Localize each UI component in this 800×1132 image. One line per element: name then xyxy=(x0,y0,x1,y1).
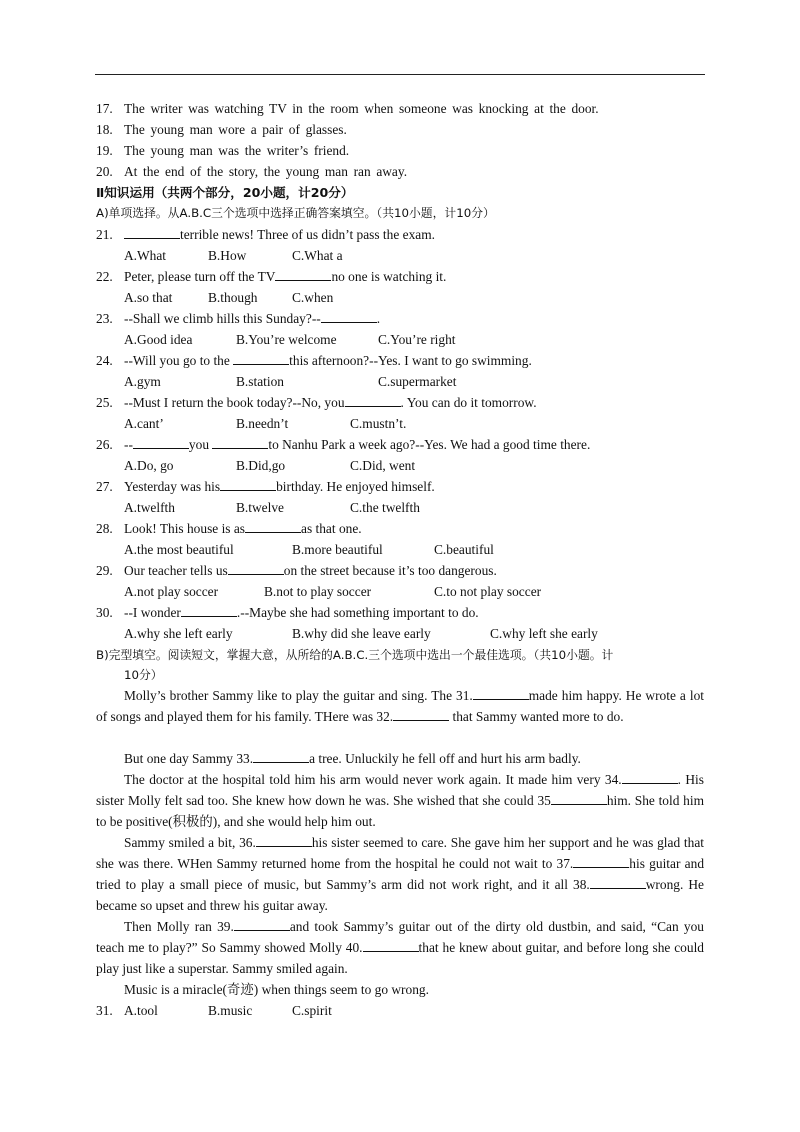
q19-text: The young man was the writer’s friend. xyxy=(124,143,350,158)
option-c[interactable]: C.the twelfth xyxy=(350,500,420,515)
answer-blank[interactable] xyxy=(551,792,607,805)
option-c[interactable]: C.why left she early xyxy=(490,626,598,641)
q30-number: 30. xyxy=(96,605,113,620)
option-a[interactable]: A.twelfth xyxy=(124,500,175,515)
answer-blank[interactable] xyxy=(363,939,419,952)
q25-stem: --Must I return the book today?--No, you . You can do it tomorrow. xyxy=(124,395,537,410)
option-b[interactable]: B.You’re welcome xyxy=(236,332,337,347)
passage-paragraph-2: But one day Sammy 33. a tree. Unluckily he fell off and hurt his arm badly. xyxy=(124,751,581,766)
answer-blank[interactable] xyxy=(393,708,449,721)
option-c[interactable]: C.beautiful xyxy=(434,542,494,557)
passage-paragraph-3: The doctor at the hospital told him his arm would never work again. It made him very 34. . His sister Molly felt sad too. She knew how down he was. She wished that she could 35 him. She told him to be positive(积极的), and she would help him out. xyxy=(96,772,704,829)
answer-blank[interactable] xyxy=(233,352,289,365)
q31-number: 31. xyxy=(96,1003,113,1018)
option-a[interactable]: A.Good idea xyxy=(124,332,193,347)
answer-blank[interactable] xyxy=(220,478,276,491)
answer-blank[interactable] xyxy=(473,687,529,700)
q18-text: The young man wore a pair of glasses. xyxy=(124,122,347,137)
answer-blank[interactable] xyxy=(622,771,678,784)
option-c[interactable]: C.spirit xyxy=(292,1003,332,1018)
q28-stem: Look! This house is as as that one. xyxy=(124,521,362,536)
q19-number: 19. xyxy=(96,143,113,158)
answer-blank[interactable] xyxy=(321,310,377,323)
option-b[interactable]: B.music xyxy=(208,1003,253,1018)
q26-stem: -- you to Nanhu Park a week ago?--Yes. We had a good time there. xyxy=(124,437,591,452)
q18-number: 18. xyxy=(96,122,113,137)
q23-number: 23. xyxy=(96,311,113,326)
option-b[interactable]: B.twelve xyxy=(236,500,284,515)
q20-number: 20. xyxy=(96,164,113,179)
q24-stem: --Will you go to the this afternoon?--Yes. I want to go swimming. xyxy=(124,353,532,368)
q25-number: 25. xyxy=(96,395,113,410)
option-c[interactable]: C.You’re right xyxy=(378,332,456,347)
answer-blank[interactable] xyxy=(345,394,401,407)
section-2-title: Ⅱ知识运用（共两个部分，20小题，计20分） xyxy=(96,185,354,200)
option-a[interactable]: A.not play soccer xyxy=(124,584,219,599)
option-c[interactable]: C.Did, went xyxy=(350,458,416,473)
option-b[interactable]: B.Did,go xyxy=(236,458,286,473)
header-rule xyxy=(95,74,705,75)
answer-blank[interactable] xyxy=(253,750,309,763)
q17-number: 17. xyxy=(96,101,113,116)
option-c[interactable]: C.to not play soccer xyxy=(434,584,542,599)
q29-stem: Our teacher tells us on the street because it’s too dangerous. xyxy=(124,563,497,578)
answer-blank[interactable] xyxy=(133,436,189,449)
option-b[interactable]: B.How xyxy=(208,248,247,263)
q22-stem: Peter, please turn off the TV no one is watching it. xyxy=(124,269,447,284)
q30-stem: --I wonder .--Maybe she had something important to do. xyxy=(124,605,479,620)
passage-paragraph-6: Music is a miracle(奇迹) when things seem to go wrong. xyxy=(124,982,429,997)
answer-blank[interactable] xyxy=(245,520,301,533)
answer-blank[interactable] xyxy=(234,918,290,931)
option-b[interactable]: B.not to play soccer xyxy=(264,584,372,599)
part-b-title-cont: 10分） xyxy=(124,668,163,682)
option-c[interactable]: C.mustn’t. xyxy=(350,416,407,431)
option-b[interactable]: B.why did she leave early xyxy=(292,626,431,641)
q17-text: The writer was watching TV in the room when someone was knocking at the door. xyxy=(124,101,599,116)
answer-blank[interactable] xyxy=(228,562,284,575)
option-c[interactable]: C.What a xyxy=(292,248,343,263)
q22-number: 22. xyxy=(96,269,113,284)
q20-text: At the end of the story, the young man ran away. xyxy=(124,164,408,179)
option-a[interactable]: A.What xyxy=(124,248,167,263)
option-b[interactable]: B.more beautiful xyxy=(292,542,383,557)
q23-stem: --Shall we climb hills this Sunday?-- . xyxy=(124,311,381,326)
answer-blank[interactable] xyxy=(590,876,646,889)
answer-blank[interactable] xyxy=(573,855,629,868)
q28-number: 28. xyxy=(96,521,113,536)
answer-blank[interactable] xyxy=(124,226,180,239)
option-b[interactable]: B.though xyxy=(208,290,258,305)
option-a[interactable]: A.the most beautiful xyxy=(124,542,234,557)
option-b[interactable]: B.station xyxy=(236,374,284,389)
q27-stem: Yesterday was his birthday. He enjoyed himself. xyxy=(124,479,435,494)
option-a[interactable]: A.gym xyxy=(124,374,161,389)
answer-blank[interactable] xyxy=(181,604,237,617)
option-b[interactable]: B.needn’t xyxy=(236,416,289,431)
answer-blank[interactable] xyxy=(275,268,331,281)
option-a[interactable]: A.so that xyxy=(124,290,173,305)
answer-blank[interactable] xyxy=(212,436,268,449)
q26-number: 26. xyxy=(96,437,113,452)
q21-stem: terrible news! Three of us didn’t pass the exam. xyxy=(124,226,435,243)
q21-number: 21. xyxy=(96,227,113,242)
part-b-title: B)完型填空。阅读短文，掌握大意，从所给的A.B.C.三个选项中选出一个最佳选项。（共10小题。计 xyxy=(96,648,614,662)
option-a[interactable]: A.cant’ xyxy=(124,416,164,431)
option-a[interactable]: A.tool xyxy=(124,1003,158,1018)
option-a[interactable]: A.Do, go xyxy=(124,458,174,473)
part-a-title: A)单项选择。从A.B.C三个选项中选择正确答案填空。（共10小题，计10分） xyxy=(96,206,495,220)
q27-number: 27. xyxy=(96,479,113,494)
passage-paragraph-1: Molly’s brother Sammy like to play the guitar and sing. The 31. made him happy. He wrote a lot of songs and played them for his family. THere was 32. that Sammy wanted more to do. xyxy=(96,688,704,724)
answer-blank[interactable] xyxy=(256,834,312,847)
option-c[interactable]: C.supermarket xyxy=(378,374,457,389)
q29-number: 29. xyxy=(96,563,113,578)
q24-number: 24. xyxy=(96,353,113,368)
passage-paragraph-5: Then Molly ran 39. and took Sammy’s guitar out of the dirty old dustbin, and said, “Can you teach me to play?” So Sammy showed Molly 40. that he knew about guitar, and before long she could play just like a superstar. Sammy smiled again. xyxy=(96,919,704,976)
option-c[interactable]: C.when xyxy=(292,290,334,305)
option-a[interactable]: A.why she left early xyxy=(124,626,233,641)
passage-paragraph-4: Sammy smiled a bit, 36. his sister seemed to care. She gave him her support and he was glad that she was there. WHen Sammy returned home from the hospital he could not wait to 37. his guitar and tried to play a small piece of music, but Sammy’s arm did not work right, and it all 38. wrong. He became so upset and threw his guitar away. xyxy=(96,835,705,913)
